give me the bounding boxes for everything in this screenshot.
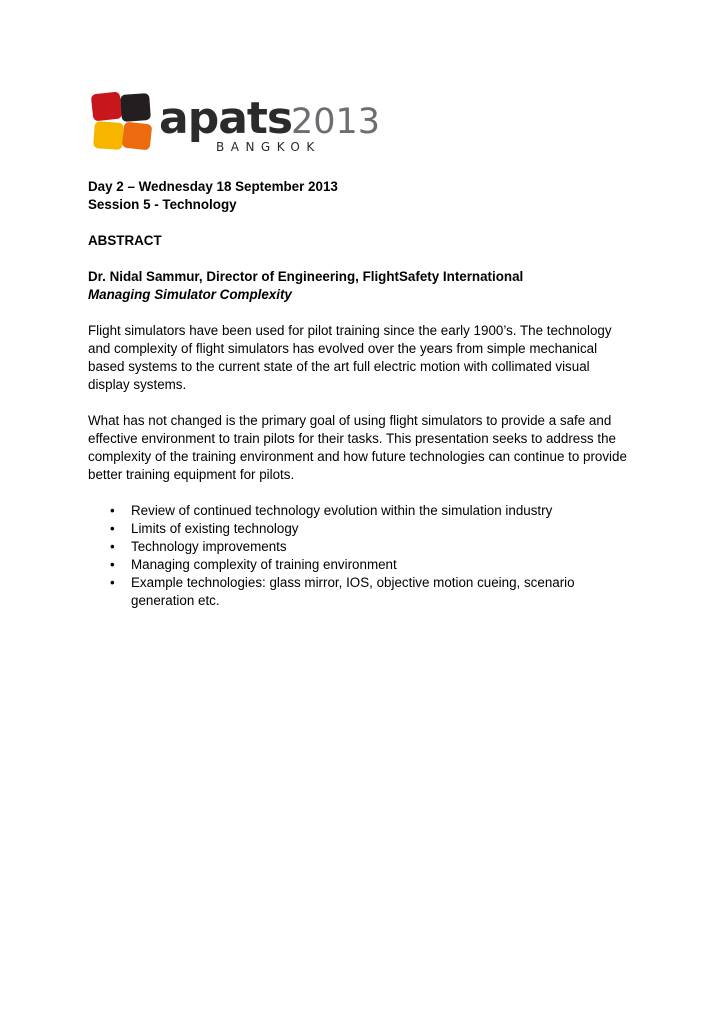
logo-square-black (120, 93, 151, 122)
list-item: • Technology improvements (110, 539, 287, 554)
event-day: Day 2 – Wednesday 18 September 2013 (88, 179, 338, 194)
logo-square-orange (122, 122, 153, 151)
logo-squares (91, 92, 153, 151)
list-item: • Limits of existing technology (110, 521, 299, 536)
list-item: • Managing complexity of training environment (110, 557, 397, 572)
apats-2013-logo (90, 90, 380, 154)
abstract-paragraph-2: What has not changed is the primary goal of using flight simulators to provide a safe and effective environment to train pilots for their tasks. This presentation seeks to address the complexity of the training environment and how future technologies can continue to provide better training equipment for pilots. (88, 413, 627, 482)
logo-wordmark: apats (159, 93, 293, 144)
session-title: Session 5 - Technology (88, 197, 237, 212)
list-item: • Example technologies: glass mirror, IOS, objective motion cueing, scenario generation etc. (110, 575, 575, 608)
bullet-icon: • (110, 557, 115, 572)
abstract-heading: ABSTRACT (88, 233, 162, 248)
abstract-document (88, 178, 633, 610)
abstract-paragraph-1: Flight simulators have been used for pilot training since the early 1900’s. The technology and complexity of flight simulators has evolved over the years from simple mechanical based systems to the current state of the art full electric motion with collimated visual display systems. (88, 323, 612, 392)
logo-year: 2013 (291, 102, 380, 142)
bullet-icon: • (110, 539, 115, 554)
speaker-name: Dr. Nidal Sammur, Director of Engineering, FlightSafety International (88, 269, 524, 284)
bullet-icon: • (110, 521, 115, 536)
topic-list (88, 502, 633, 610)
bullet-icon: • (110, 503, 115, 518)
list-item: • Review of continued technology evolution within the simulation industry (110, 503, 553, 518)
logo-square-red (91, 92, 123, 122)
logo-square-yellow (93, 121, 124, 150)
bullet-icon: • (110, 575, 115, 590)
apats-logo-graphic (90, 90, 380, 154)
logo-city: BANGKOK (216, 140, 321, 154)
talk-title: Managing Simulator Complexity (88, 287, 292, 302)
